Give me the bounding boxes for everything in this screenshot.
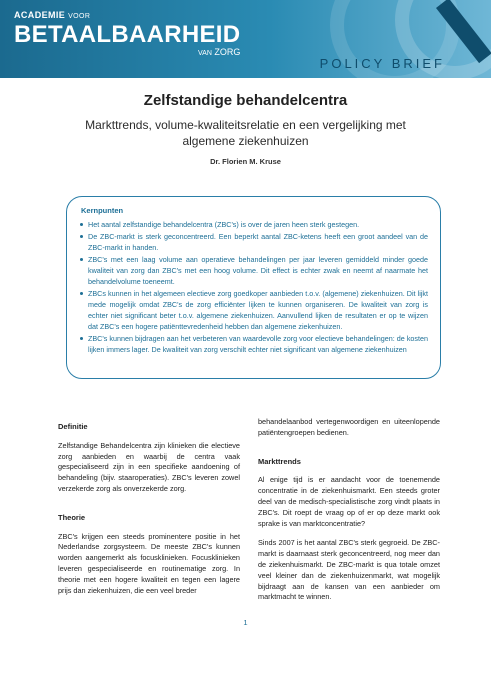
logo-text-van: VAN xyxy=(198,50,212,57)
kernpunt-item: De ZBC-markt is sterk geconcentreerd. Een beperkt aantal ZBC-ketens heeft een groot aandeel van de ZBC-markt in handen. xyxy=(79,231,428,253)
right-column xyxy=(258,417,440,603)
kernpunt-item: ZBC's kunnen bijdragen aan het verbeteren van waardevolle zorg voor electieve behandelingen: de kosten lijken immers lager. De kwaliteit van zorg verschilt echter niet significant van algemene ziekenhuizen xyxy=(79,333,428,355)
left-column xyxy=(58,422,240,596)
page-number: 1 xyxy=(243,618,248,627)
definitie-text: Zelfstandige Behandelcentra zijn klinieken die electieve zorg aanbieden en waarbij de centra vaak gespecialiseerd zijn in een specifieke aandoening of behandeling (bijv. staaroperaties). ZBC's leveren zowel verzekerde zorg als onverzekerde zorg. xyxy=(58,440,240,493)
kernpunten-heading: Kernpunten xyxy=(81,206,124,215)
document-author: Dr. Florien M. Kruse xyxy=(210,157,281,166)
logo-text-zorg: ZORG xyxy=(214,47,241,57)
policy-brief-label: POLICY BRIEF xyxy=(319,56,445,71)
definitie-heading: Definitie xyxy=(58,422,88,431)
markttrends-paragraph: Al enige tijd is er aandacht voor de toenemende concentratie in de ziekenhuismarkt. Een steeds groter deel van de medisch-specialistische zorg vindt plaats in ZBC's. Dit roept de vraag op of er op deze markt ook sprake is van marktconcentratie? xyxy=(258,475,440,528)
logo-text-academie: ACADEMIE xyxy=(14,10,66,20)
theorie-text: ZBC's krijgen een steeds prominentere positie in het Nederlandse zorgsysteem. De meeste ZBC's kunnen worden aangemerkt als focusklinieken. Focusklinieken leveren gespecialiseerde en routinematige zorg. In theorie met een hogere kwaliteit en tegen een lagere prijs dan ziekenhuizen, die een veel breder xyxy=(58,531,240,595)
theorie-continuation: behandelaanbod vertegenwoordigen en uiteenlopende patiëntengroepen bedienen. xyxy=(258,417,440,437)
logo-text-voor: VOOR xyxy=(68,13,91,20)
kernpunt-item: Het aantal zelfstandige behandelcentra (ZBC's) is over de jaren heen sterk gestegen. xyxy=(79,219,428,230)
header-banner xyxy=(0,0,491,78)
kernpunt-item: ZBC's met een laag volume aan operatieve behandelingen per jaar leveren gemiddeld minder goede kwaliteit van zorg dan ZBC's met een hoog volume. Dit effect is echter zwak en neemt af naarmate het behandelvolume toeneemt. xyxy=(79,254,428,287)
kernpunten-box xyxy=(66,196,441,379)
academie-logo xyxy=(14,10,240,59)
markttrends-heading: Markttrends xyxy=(258,456,301,466)
kernpunten-list xyxy=(79,219,428,355)
document-title: Zelfstandige behandelcentra xyxy=(143,92,348,109)
theorie-heading: Theorie xyxy=(58,512,86,522)
kernpunt-item: ZBCs kunnen in het algemeen electieve zorg goedkoper aanbieden t.o.v. (algemene) ziekenhuizen. Dit lijkt mede mogelijk omdat ZBC's de zorg efficiënter lijken te kunnen organiseren. De kwaliteit van zorg is echter niet significant beter t.o.v. algemene ziekenhuizen. Aanvullend lijken de resultaten er op te wijzen dat ZBC's een hogere patiënttevredenheid hebben dan algemene ziekenhuizen. xyxy=(79,288,428,332)
logo-text-betaalbaarheid: BETAALBAARHEID xyxy=(14,21,241,48)
document-subtitle: Markttrends, volume-kwaliteitsrelatie en een vergelijking met algemene ziekenhuizen xyxy=(85,118,406,148)
markttrends-paragraph: Sinds 2007 is het aantal ZBC's sterk gegroeid. De ZBC-markt is daarnaast sterk geconcentreerd, nog meer dan de ziekenhuismarkt. De ZBC-markt is qua totale omzet veel kleiner dan de ziekenhuizenmarkt, wat mogelijk bijdraagt aan de kansen van een aanbieder om marktmacht te winnen. xyxy=(258,538,440,602)
